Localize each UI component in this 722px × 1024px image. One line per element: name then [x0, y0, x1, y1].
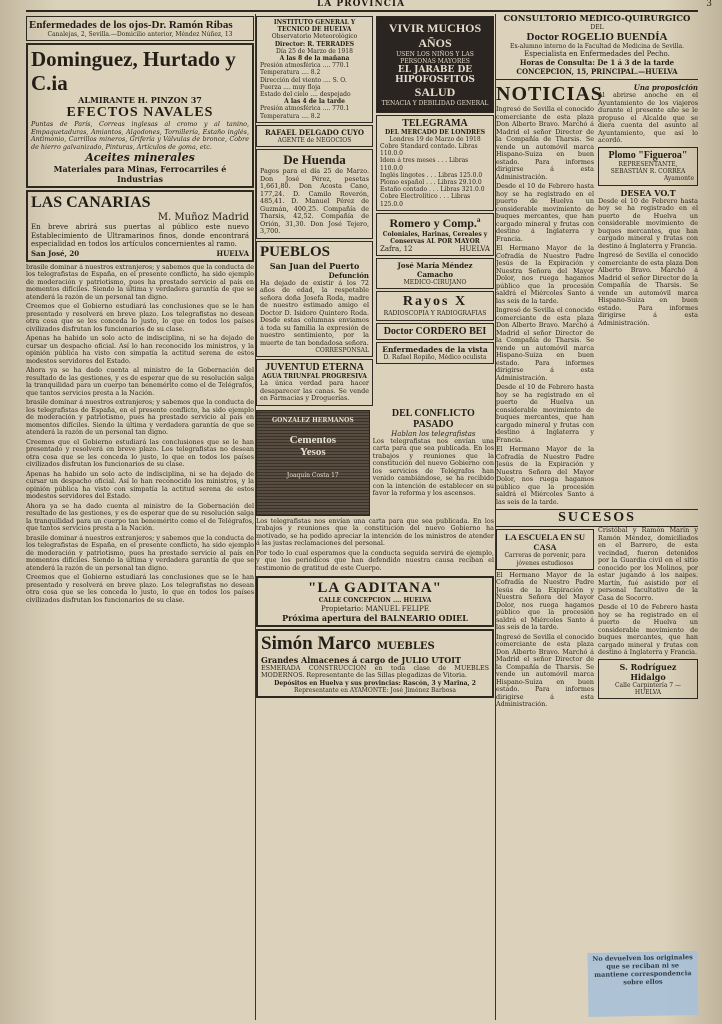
cementos-brand: GONZALEZ HERMANOS — [271, 416, 354, 424]
stamp-text: No devuelven los originales que se reciban ni se mantiene correspondencia sobre ellos — [592, 953, 693, 987]
ad-cuyo — [256, 125, 373, 147]
column-2 — [256, 14, 494, 1018]
article-col1-a: brasile dominar á nuestros extranjeros; y sabemos que la conducta de los telegrafistas de España, en el presente conflicto, ha sido ejemplo de moderación y patriotismo, pues ha prestado servicio al país en momentos difíciles. Siendo la última y verdadera garantía de que se atenderá la razón de un personal tan digno. — [26, 262, 254, 301]
romero-city: HUELVA — [459, 245, 490, 254]
telegrama-row: Inglés lingotes . . . Libras 125.0.0 — [380, 171, 483, 179]
gaditana-opening: Próxima apertura del BALNEARIO ODIEL — [282, 612, 468, 623]
ad-dominguez-title: Dominguez, Hurtado y C.ia — [31, 47, 236, 96]
ad-dominguez-oil: Aceites minerales — [85, 151, 195, 165]
ad-cerveza-hipofosfitos — [376, 16, 494, 113]
telegrama-title: TELEGRAMA — [402, 117, 468, 129]
cerveza-footer: TENACIA Y DEBILIDAD GENERAL — [381, 100, 489, 108]
instituto-row: Fuerza .... muy floja — [260, 83, 321, 91]
huelva-text: Pagos para el día 25 de Marzo. Don José Pérez, pesetas 1,661,80. Don Acosta Cano, 177,24. D. Camilo Roverón, 485,41. D. Manuel Pérez de Guzmán, 400,25. Compañía de Tharsis, 42,52. Compañía de Orión, 31,30. Don José Tejero, 3,700. — [260, 167, 369, 236]
article-col3-h: Ingresó de Sevilla el conocido comerciante de esta plaza Don Alberto Bravo. Marchó á Madrid el señor Director de la Compañía de Tharsis. Se vende un automóvil marca Hispano-Suiza en buen estado. Para informes dirigirse á esta Administración. — [598, 251, 698, 327]
mendez-role: MEDICO-CIRUJANO — [403, 279, 467, 287]
instituto-date: Día 25 de Marzo de 1918 — [276, 47, 353, 55]
article-col3-b: Desde el 10 de Febrero hasta hoy se ha registrado en el puerto de Huelva un considerable movimiento de buques mercantes, que han cargado mineral y frutas con destino á Inglaterra y Francia. — [496, 182, 594, 243]
ad-canarias-text: En breve abrirá sus puertas al público este nuevo Establecimiento de Ultramarinos finos, donde encontrará especialidad en todos los artículos concernientes al ramo. — [31, 223, 249, 249]
plomo-title: Plomo "Figueroa" — [608, 149, 688, 161]
escuela-title: LA ESCUELA EN SU CASA — [504, 532, 586, 553]
consultorio-doctor: Doctor ROGELIO BUENDÍA — [526, 31, 668, 44]
article-col3-k: Desde el 10 de Febrero hasta hoy se ha registrado en el puerto de Huelva un considerable movimiento de buques mercantes, que han cargado mineral y frutas con destino á Inglaterra y Francia. — [598, 603, 698, 657]
article-col3-f: El Hermano Mayor de la Cofradía de Nuestro Padre Jesús de la Expiración y Nuestra Señora del Mayor Dolor, nos ruega hagamos público que la procesión saldrá el Miércoles Santo á las seis de la tarde. — [496, 445, 594, 506]
marco-subtitle: MUEBLES — [376, 640, 435, 652]
romero-address: Zafra, 12 — [380, 245, 413, 254]
plomo-rep: REPRESENTANTE, SEBASTIÁN R. CORREA — [610, 160, 686, 176]
juventud-text: La única verdad para hacer desaparecer las canas. Se vende en Farmacias y Droguerías. — [260, 379, 369, 403]
telegrama-row: Cobre Electrolítico . . . Libras 125.0.0 — [380, 193, 471, 208]
ad-dominguez-subtitle: EFECTOS NAVALES — [66, 105, 214, 121]
cerveza-line3: SALUD — [414, 85, 456, 100]
ad-canarias — [26, 190, 254, 262]
ad-canarias-address: San José, 20 — [31, 248, 80, 258]
consultorio-text: Ex-alumno interno de la Facultad de Medicina de Sevilla. — [509, 43, 684, 51]
consultorio-hours: Horas de Consulta: De 1 á 3 de la tarde — [519, 58, 675, 68]
romero-title: Romero y Comp.ª — [389, 215, 481, 230]
juventud-title: JUVENTUD ETERNA — [265, 362, 364, 374]
ad-canarias-city: HUELVA — [216, 248, 249, 258]
sucesos-title: SUCESOS — [496, 509, 698, 527]
ad-ribas — [26, 16, 254, 41]
article-col3-g: Desde el 10 de Febrero hasta hoy se ha registrado en el puerto de Huelva un considerable movimiento de buques mercantes, que han cargado mineral y frutas con destino á Inglaterra y Francia. — [598, 196, 698, 250]
pueblos-sign: CORRESPONSAL — [315, 347, 369, 355]
article-col1-h: Ahora ya se ha dado cuenta al ministro de la Gobernación del resultado de las gestiones, y es de esperar que de su resolución salga la tranquilidad para un cuerpo tan benemérito como el de Telégrafos, que tantos servicios presta a la Nación. — [26, 501, 254, 533]
instituto-row: Estado del cielo .... despejado — [260, 91, 351, 99]
juventud-subtitle: AGUA TRIUNFAL PROGRESIVA — [262, 373, 367, 381]
ad-dominguez — [26, 43, 254, 188]
article-col1-c: Apenas ha habido un solo acto de indisciplina, ni se ha dejado de cursar un despacho oficial. Así lo han reconocido los ministros, y la opinión pública ha visto con simpatía la actitud serena de estos modestos servidores del Estado. — [26, 334, 254, 365]
romero-subtitle: Coloniales, Harinas, Cereales y Conservas AL POR MAYOR — [382, 230, 488, 246]
gaditana-owner: Propietario: MANUEL FELIPE — [321, 604, 429, 613]
ad-gaditana — [256, 576, 494, 626]
conflicto-subtitle: Hablan los telegrafistas — [391, 429, 476, 438]
ad-canarias-title: LAS CANARIAS — [31, 194, 151, 212]
ad-romero — [376, 213, 494, 256]
pueblos-section: Defunción — [328, 270, 369, 280]
instituto-subtitle: Observatorio Meteorológico — [271, 33, 358, 41]
conflicto-title: DEL CONFLICTO PASADO — [391, 407, 475, 430]
consultorio-title: CONSULTORIO MÉDICO-QUIRÚRGICO — [503, 14, 691, 24]
article-col2-b: Por todo lo cual esperamos que la conducta seguida servirá de ejemplo, y que los periódicos que han defendido nuestra causa reciban el testimonio de gratitud de este Cuerpo. — [256, 548, 494, 572]
cementos-line1: Cementos — [289, 434, 337, 447]
ad-ribas-address: Canalejas, 2, Sevilla.—Domicilio anterior, Méndez Núñez, 13 — [47, 31, 233, 38]
ad-consultorio — [496, 14, 698, 76]
consultorio-specialty: Especialista en Enfermedades del Pecho. — [524, 50, 670, 59]
telegrama-row: Idem á tres meses . . . Libras 110.0.0 — [380, 157, 469, 172]
marco-text: ESMERADA CONSTRUCCION en toda clase de MUEBLES MODERNOS. Representante de las Sillas plegadizas de Vitoria. — [261, 663, 489, 680]
ad-rodriguez — [598, 659, 698, 699]
instituto-row: Presión atmosférica .... 770.1 — [260, 62, 350, 70]
article-col3-d: Ingresó de Sevilla el conocido comerciante de esta plaza Don Alberto Bravo. Marchó á Madrid el señor Director de la Compañía de Tharsis. Se vende un automóvil marca Hispano-Suiza en buen estado. Para informes dirigirse á esta Administración. — [496, 306, 594, 382]
page-header — [0, 0, 722, 8]
escuela-subtitle: Carreras de porvenir, para jóvenes estudiosos — [504, 552, 586, 567]
plomo-city: Ayamonte — [663, 175, 694, 183]
pueblos-title: PUEBLOS — [260, 243, 331, 260]
article-col1-i: brasile dominar á nuestros extranjeros; y sabemos que la conducta de los telegrafistas de España, en el presente conflicto, ha sido ejemplo de moderación y patriotismo, pues ha prestado servicio al país en momentos difíciles. Siendo la última y verdadera garantía de que se atenderá la razón de un personal tan digno. — [26, 533, 254, 572]
telegrama-row: Cobre Standard contado. Libras 110.0.0 — [380, 143, 478, 158]
conflicto-text: Los telegrafistas nos envían una carta para que sea publicada. En los trabajos y reuniones que la constitución del nuevo Gobierno con los servicios de Telégrafos han venido cambiándose, se ha recibido con la intención de establecer en su favor la reforma y los ascensos. — [372, 436, 494, 498]
ad-plomo — [598, 147, 698, 186]
rodriguez-address: Calle Carpintería 7 — HUELVA — [614, 681, 682, 697]
ad-simon-marco — [256, 629, 494, 698]
cuyo-name: RAFAEL DELGADO CUYO — [264, 127, 365, 137]
consultorio-del: DEL — [590, 24, 604, 31]
header-title: LA PROVINCIA — [316, 0, 406, 9]
sucesos-text: Cristóbal y Ramón Marín y Ramón Méndez, domiciliados en el Barrero, de esta vecindad, fueron detenidos por la Guardia civil en el sitio conocido por los Molinos, por estar jugando á los naipes. Martín, fué asistido por el personal facultativo de la Casa de Socorro. — [598, 526, 698, 602]
marco-title: Simón Marco — [261, 632, 371, 654]
consultorio-address: CONCEPCION, 15, PRINCIPAL.—HUELVA — [516, 67, 678, 77]
instituto-row: Dirección del viento .... S. O. — [260, 76, 347, 84]
cerveza-title: VIVIR MUCHOS AÑOS — [388, 21, 482, 50]
pueblos-subtitle: San Juan del Puerto — [269, 260, 360, 271]
marco-footer: Depósitos en Huelva y sus provincias: Rascón, 3 y Marina, 2 — [274, 679, 476, 687]
instituto-afternoon: A las 4 de la tarde — [284, 98, 345, 106]
rodriguez-title: S. Rodríguez Hidalgo — [619, 661, 677, 682]
cementos-line2: Yesos — [300, 446, 326, 459]
ad-ribas-title: Enfermedades de los ojos-Dr. Ramón Ribas — [29, 19, 233, 31]
visita-title: Enfermedades de la vista — [382, 344, 488, 354]
archive-stamp — [587, 951, 698, 1017]
ad-dominguez-text: Puntas de París, Correas inglesas al cromo y al tanino, Empaquetaduras, Amiantos, Algodones, Tornillería, Estaño inglés, Antimonio, Carrillos mineros, Grifería y Válvulas de bronce, Cobre de hierro galvanizado, Pinturas, Artículos de goma, etc. — [31, 120, 249, 151]
instituto-row: Temperatura .... 8.2 — [260, 112, 321, 120]
article-col3-i: El Hermano Mayor de la Cofradía de Nuestro Padre Jesús de la Expiración y Nuestra Señora del Mayor Dolor, nos ruega hagamos público que la procesión saldrá el Miércoles Santo á las seis de la tarde. — [496, 570, 594, 632]
mendez-name: José María Méndez Camacho — [397, 261, 473, 280]
article-col2-a: Los telegrafistas nos envían una carta para que sea publicada. En los trabajos y reuniones que la constitución del nuevo Gobierno ha motivado, se ha podido apreciar la intención de los ministros de atender á las justas reclamaciones del personal. — [256, 516, 494, 548]
article-col1-f: Creemos que el Gobierno estudiará las conclusiones que se le han presentado y resolverá en breve plazo. Los telegrafistas no desean otra cosa que se les conceda lo justo, lo que en todos los países civilizados disfrutan los funcionarios de su clase. — [26, 437, 254, 469]
instituto-director: Director: R. TERRADES — [274, 40, 355, 48]
column-3 — [496, 14, 698, 1018]
noticias-text: Al abrirse anoche en el Ayuntamiento de los viajeros durante el presente año se le propuso el Alcalde que se diera cuenta del asunto al Ayuntamiento, que así lo acordó. — [598, 91, 698, 145]
article-col3-a: Ingresó de Sevilla el conocido comerciante de esta plaza Don Alberto Bravo. Marchó á Madrid el señor Director de la Compañía de Tharsis. Se vende un automóvil marca Hispano-Suiza en buen estado. Para informes dirigirse á esta Administración. — [496, 105, 594, 181]
ad-cementos — [256, 410, 370, 516]
telegrama — [376, 115, 494, 211]
gaditana-title: "LA GADITANA" — [308, 580, 442, 597]
desea-title: DESEA VO.T — [620, 187, 676, 198]
rayos-title: Rayos X — [402, 294, 468, 310]
ad-dominguez-address: ALMIRANTE H. PINZON 37 — [78, 95, 202, 106]
article-col1-d: Ahora ya se ha dado cuenta al ministro de la Gobernación del resultado de las gestiones, y es de esperar que de su resolución salga la tranquilidad para un cuerpo tan benemérito como el de Telégrafos, que tantos servicios presta a la Nación. — [26, 366, 254, 397]
cementos-address: Joaquín Costa 17 — [286, 472, 339, 480]
rayos-subtitle: RADIOSCOPIA Y RADIOGRAFIAS — [383, 310, 487, 318]
cerveza-line1: USEN LOS NIÑOS Y LAS PERSONAS MAYORES — [396, 51, 474, 66]
ad-rayos — [376, 291, 494, 320]
article-col1-e: brasile dominar á nuestros extranjeros; y sabemos que la conducta de los telegrafistas de España, en el presente conflicto, ha sido ejemplo de moderación y patriotismo, pues ha prestado servicio al país en momentos difíciles. Siendo la última y verdadera garantía de que se atenderá la razón de un personal tan digno. — [26, 398, 254, 437]
gaditana-address: CALLE CONCEPCION .... HUELVA — [318, 597, 432, 605]
article-col1-j: Creemos que el Gobierno estudiará las conclusiones que se le han presentado y resolverá en breve plazo. Los telegrafistas no desean otra cosa que se les conceda lo justo, lo que en todos los países civilizados disfrutan los funcionarios de su clase. — [26, 573, 254, 604]
article-col1-g: Apenas ha habido un solo acto de indisciplina, ni se ha dejado de cursar un despacho oficial. Así lo han reconocido los ministros, y la opinión pública ha visto con simpatía la actitud serena de estos modestos servidores del Estado. — [26, 469, 254, 501]
ad-huelva — [256, 149, 373, 239]
visita-who: D. Rafael Ropiño, Médico oculista — [383, 353, 487, 361]
instituto-row: Temperatura .... 8.2 — [260, 69, 321, 77]
article-col3-j: Ingresó de Sevilla el conocido comerciante de esta plaza Don Alberto Bravo. Marchó á Madrid el señor Director de la Compañía de Tharsis. Se vende un automóvil marca Hispano-Suiza en buen estado. Para informes dirigirse á esta Administración. — [496, 632, 594, 709]
marco-line: Grandes Almacenes á cargo de JULIO UTOIT — [261, 654, 461, 665]
pueblos-text: Ha dejado de existir á los 72 años de edad, la respetable señora doña Josefa Roda, madre de nuestro estimado amigo el Doctor D. Isidoro Quintero Roda. Desde estas columnas enviamos á toda su familia la expresión de nuestro sentimiento, por la muerte de tan bondadosa señora. — [260, 278, 369, 347]
cuyo-role: AGENTE de NEGOCIOS — [277, 136, 352, 144]
noticias-title: NOTICIAS — [496, 83, 603, 106]
ad-mendez — [376, 258, 494, 289]
instituto-morning: A las 8 de la mañana — [279, 55, 350, 63]
ad-canarias-owner: M. Muñoz Madrid — [157, 212, 249, 224]
ad-cordero — [376, 323, 494, 340]
article-col1-b: Creemos que el Gobierno estudiará las conclusiones que se le han presentado y resolverá en breve plazo. Los telegrafistas no desean otra cosa que se les conceda lo justo, lo que en todos los países civilizados disfrutan los funcionarios de su clase. — [26, 302, 254, 333]
cerveza-line2: EL JARABE DE HIPOFOSFITOS — [395, 65, 475, 86]
noticias-subtitle: Una proposición — [633, 83, 698, 93]
telegrama-row: Plomo español . . . Libras 29.10.0 — [380, 179, 482, 187]
article-col3-e: Desde el 10 de Febrero hasta hoy se ha registrado en el puerto de Huelva un considerable movimiento de buques mercantes, que han cargado mineral y frutas con destino á Inglaterra y Francia. — [496, 383, 594, 444]
ad-instituto — [256, 16, 373, 123]
page-number: 3 — [706, 0, 712, 9]
telegrama-date: Londres 19 de Marzo de 1918 — [389, 135, 481, 143]
ad-escuela — [496, 529, 594, 569]
ad-juventud — [256, 359, 373, 406]
instituto-row: Presión atmosférica .... 770.1 — [260, 105, 350, 113]
cordero-title: Doctor CORDERO BEI — [383, 325, 487, 337]
section-pueblos — [256, 241, 373, 358]
huelva-title: De Huenda — [283, 152, 346, 168]
ad-visita — [376, 342, 494, 364]
marco-representative: Representante en AYAMONTE: José Jiménez Barbosa — [294, 686, 456, 694]
instituto-title: INSTITUTO GENERAL Y TECNICO DE HUELVA — [273, 19, 356, 34]
ad-dominguez-materials: Materiales para Minas, Ferrocarriles é Industrias — [53, 164, 227, 185]
article-col3-c: El Hermano Mayor de la Cofradía de Nuestro Padre Jesús de la Expiración y Nuestra Señora del Mayor Dolor, nos ruega hagamos público que la procesión saldrá el Miércoles Santo á las seis de la tarde. — [496, 244, 594, 305]
telegrama-row: Estaño contado . . . Libras 321.0.0 — [380, 186, 485, 194]
column-1 — [26, 14, 254, 1018]
telegrama-subtitle: DEL MERCADO DE LONDRES — [384, 128, 486, 136]
